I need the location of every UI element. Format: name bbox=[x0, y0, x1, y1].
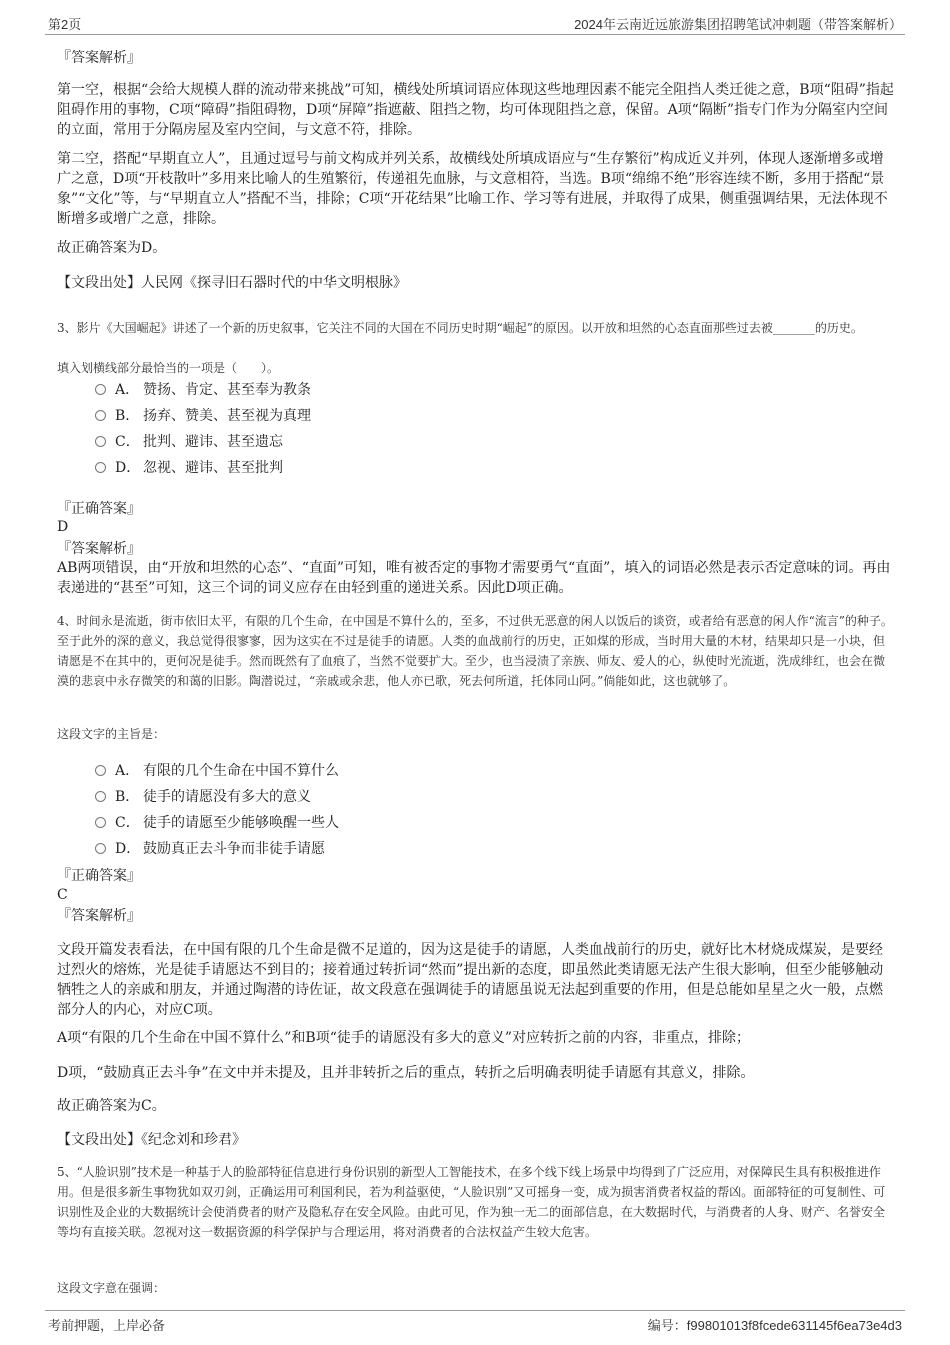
q5-stem: 5、“人脸识别”技术是一种基于人的脸部特征信息进行身份识别的新型人工智能技术，在多个线下线上场景中均得到了广泛应用，对保障民生具有积极推进作用。但是很多新生事物犹如双刃剑，正确运用可利国利民，若为利益驱使，“人脸识别”又可摇身一变，成为损害消费者权益的帮凶。面部特征的可复制性、可识别性及企业的大数据统计会使消费者的财产及隐私存在安全风险。由此可见，作为独一无二的面部信息，在大数据时代，与消费者的人身、财产、名誉安全等均有直接关联。忽视对这一数据资源的科学保护与合理运用，将对消费者的合法权益产生较大危害。 bbox=[57, 1165, 886, 1239]
q4-analysis-para1: 文段开篇发表看法，在中国有限的几个生命是微不足道的，因为这是徒手的请愿，人类血战前行的历史，就好比木材烧成煤炭，是要经过烈火的熔炼，光是徒手请愿达不到目的；接着通过转折词“然而”提出新的态度，即虽然此类请愿无法产生很大影响，但至少能够触动牺牲之人的亲戚和朋友，并通过陶潜的诗佐证，故文段意在强调徒手的请愿虽说无法起到重要的作用，但是总能如星星之火一般，点燃部分人的内心，对应C项。 bbox=[57, 942, 884, 1018]
q5-prompt: 这段文字意在强调： bbox=[57, 1281, 166, 1295]
q3-answer: D bbox=[57, 519, 69, 535]
footer-code: 编号：f99801013f8fcede631145f6ea73e4d3 bbox=[647, 1318, 902, 1333]
q4-stem: 4、时间永是流逝，街市依旧太平，有限的几个生命，在中国是不算什么的，至多，不过供无恶意的闲人以饭后的谈资，或者给有恶意的闲人作“流言”的种子。至于此外的深的意义，我总觉得很寥寥，因为这实在不过是徒手的请愿。人类的血战前行的历史，正如煤的形成，当时用大量的木材，结果却只是一小块，但请愿是不在其中的，更何况是徒手。然而既然有了血痕了，当然不觉要扩大。至少，也当浸渍了亲族、师友、爱人的心，纵使时光流逝，洗成绯红，也会在微漠的悲哀中永存微笑的和蔼的旧影。陶潜说过，“亲戚或余悲，他人亦已歌，死去何所道，托体同山阿。”倘能如此，这也就够了。 bbox=[57, 614, 893, 688]
radio-icon[interactable] bbox=[95, 384, 106, 395]
q2-analysis-para1: 第一空，根据“会给大规模人群的流动带来挑战”可知，横线处所填词语应体现这些地理因素不能完全阻挡人类迁徙之意，B项“阻碍”指起阻碍作用的事物，C项“障碍”指阻碍物，D项“屏障”指遮蔽、阻挡之物，均可体现阻挡之意，保留。A项“隔断”指专门作为分隔室内空间的立面，常用于分隔房屋及室内空间，与文意不符，排除。 bbox=[57, 82, 894, 138]
page-number: 第2页 bbox=[48, 17, 82, 32]
q3-answer-title: 『正确答案』 bbox=[57, 501, 141, 517]
q3-option-a[interactable]: A． 赞扬、肯定、甚至奉为教条 bbox=[95, 380, 311, 400]
q3-option-c[interactable]: C． 批判、避讳、甚至遗忘 bbox=[95, 432, 283, 452]
radio-icon[interactable] bbox=[95, 436, 106, 447]
document-title: 2024年云南近远旅游集团招聘笔试冲刺题（带答案解析） bbox=[574, 17, 902, 32]
q4-option-c[interactable]: C． 徒手的请愿至少能够唤醒一些人 bbox=[95, 813, 339, 833]
q2-analysis-para2: 第二空，搭配“早期直立人”，且通过逗号与前文构成并列关系，故横线处所填成语应与“生存繁衍”构成近义并列，体现人逐渐增多或增广之意，D项“开枝散叶”多用来比喻人的生殖繁衍，传递祖先血脉，与文意相符，当选。B项“绵绵不绝”形容连续不断，多用于搭配“景象”“文化”等，与“早期直立人”搭配不当，排除；C项“开花结果”比喻工作、学习等有进展，并取得了成果，侧重强调结果，无法体现不断增多或增广之意，排除。 bbox=[57, 151, 888, 227]
q4-answer-title: 『正确答案』 bbox=[57, 868, 141, 884]
radio-icon[interactable] bbox=[95, 765, 106, 776]
q3-stem: 3、影片《大国崛起》讲述了一个新的历史叙事，它关注不同的大国在不同历史时期“崛起”的原因。以开放和坦然的心态直面那些过去被_______的历史。 bbox=[57, 321, 863, 335]
radio-icon[interactable] bbox=[95, 410, 106, 421]
radio-icon[interactable] bbox=[95, 843, 106, 854]
page-footer bbox=[45, 1310, 905, 1335]
radio-icon[interactable] bbox=[95, 817, 106, 828]
q4-conclusion: 故正确答案为C。 bbox=[57, 1098, 166, 1114]
q4-analysis-para2: A项“有限的几个生命在中国不算什么”和B项“徒手的请愿没有多大的意义”对应转折之前的内容，非重点，排除； bbox=[57, 1030, 751, 1046]
q2-conclusion: 故正确答案为D。 bbox=[57, 240, 167, 256]
q4-source: 【文段出处】《纪念刘和珍君》 bbox=[57, 1132, 246, 1148]
page-header bbox=[45, 12, 905, 35]
radio-icon[interactable] bbox=[95, 791, 106, 802]
q2-analysis-title: 『答案解析』 bbox=[57, 50, 141, 66]
q3-option-d[interactable]: D． 忽视、避讳、甚至批判 bbox=[95, 458, 283, 478]
q3-analysis: AB两项错误，由“开放和坦然的心态”、“直面”可知，唯有被否定的事物才需要勇气“直面”，填入的词语必然是表示否定意味的词。再由表递进的“甚至”可知，这三个词的词义应存在由轻到重的递进关系。因此D项正确。 bbox=[57, 560, 891, 596]
radio-icon[interactable] bbox=[95, 462, 106, 473]
q3-analysis-title: 『答案解析』 bbox=[57, 541, 141, 557]
q3-prompt: 填入划横线部分最恰当的一项是（ ）。 bbox=[57, 361, 280, 375]
q4-option-a[interactable]: A． 有限的几个生命在中国不算什么 bbox=[95, 761, 339, 781]
q2-source: 【文段出处】人民网《探寻旧石器时代的中华文明根脉》 bbox=[57, 275, 407, 291]
q4-option-b[interactable]: B． 徒手的请愿没有多大的意义 bbox=[95, 787, 311, 807]
q4-analysis-para3: D项，“鼓励真正去斗争”在文中并未提及，且并非转折之后的重点，转折之后明确表明徒手请愿有其意义，排除。 bbox=[57, 1065, 755, 1081]
q3-option-b[interactable]: B． 扬弃、赞美、甚至视为真理 bbox=[95, 406, 311, 426]
q4-option-d[interactable]: D． 鼓励真正去斗争而非徒手请愿 bbox=[95, 839, 325, 859]
q4-prompt: 这段文字的主旨是： bbox=[57, 727, 166, 741]
q4-answer: C bbox=[57, 887, 68, 903]
footer-slogan: 考前押题，上岸必备 bbox=[48, 1318, 166, 1333]
q4-analysis-title: 『答案解析』 bbox=[57, 908, 141, 924]
